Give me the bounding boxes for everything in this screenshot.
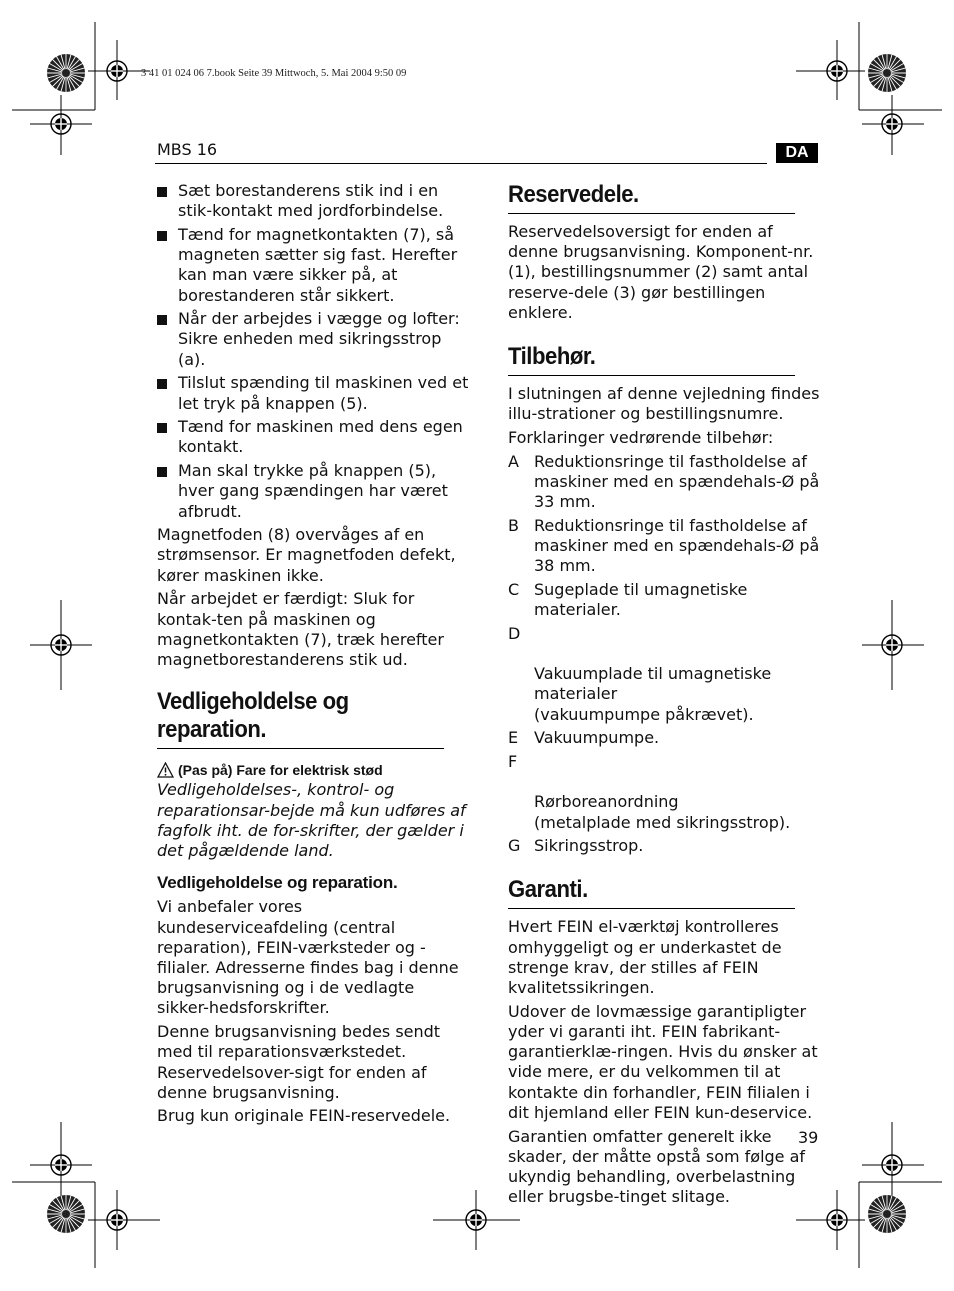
page-number: 39: [798, 1128, 819, 1147]
section-heading-maintenance: Vedligeholdelse og reparation.: [157, 688, 444, 749]
list-item: Tænd for magnetkontakten (7), så magneten sætter sig fast. Herefter kan man være sikker på, at borestanderen står sikkert.: [157, 225, 469, 306]
header-rule: [155, 163, 767, 164]
paragraph: Reservedelsoversigt for enden af denne brugsanvisning. Komponent-nr. (1), bestillingsnummer (2) samt antal reserve-dele (3) gør bestillingen enklere.: [508, 222, 814, 322]
left-column: [157, 181, 469, 1130]
paragraph: Denne brugsanvisning bedes sendt med til reparationsværkstedet. Reservedelsover-sigt for enden af denne brugsanvisning.: [157, 1022, 441, 1102]
model-name: MBS 16: [157, 140, 218, 159]
square-bullet-icon: [157, 315, 167, 325]
list-item: Tilslut spænding til maskinen ved et let tryk på knappen (5).: [157, 373, 469, 413]
warning-triangle-icon: [157, 762, 174, 778]
square-bullet-icon: [157, 379, 167, 389]
warning-title: (Pas på) Fare for elektrisk stød: [157, 760, 469, 780]
list-item: E Vakuumpumpe.: [508, 728, 660, 748]
list-item: D Vakuumplade til umagnetiske materialer (vakuumpumpe påkrævet).: [508, 623, 772, 724]
section-heading-warranty: Garanti.: [508, 876, 795, 909]
warning-text: Vedligeholdelses-, kontrol- og reparationsar-bejde må kun udføres af fagfolk iht. de for-skrifter, der gælder i det pågældende land.: [157, 780, 466, 860]
section-heading-accessories: Tilbehør.: [508, 343, 795, 376]
print-info: 3 41 01 024 06 7.book Seite 39 Mittwoch, 5. Mai 2004 9:50 09: [141, 68, 407, 79]
list-item: F Rørboreanordning (metalplade med sikringsstrop).: [508, 751, 791, 832]
square-bullet-icon: [157, 467, 167, 477]
list-item: A Reduktionsringe til fastholdelse af maskiner med en spændehals-Ø på 33 mm.: [508, 451, 820, 512]
square-bullet-icon: [157, 231, 167, 241]
list-item: Man skal trykke på knappen (5), hver gang spændingen har været afbrudt.: [157, 461, 469, 522]
language-badge: DA: [776, 143, 818, 163]
paragraph: Hvert FEIN el-værktøj kontrolleres omhyggeligt og er underkastet de strenge krav, der stilles af FEIN kvalitetssikringen.: [508, 917, 782, 998]
list-item: Tænd for maskinen med dens egen kontakt.: [157, 417, 469, 457]
square-bullet-icon: [157, 423, 167, 433]
paragraph: Vi anbefaler vores kundeserviceafdeling (central reparation), FEIN-værksteder og -filialer. Adresserne findes bag i denne brugsanvisning og i de vedlagte sikker-hedsforskrifter.: [157, 897, 459, 1018]
paragraph: Forklaringer vedrørende tilbehør:: [508, 427, 774, 447]
right-column: [508, 181, 820, 1211]
paragraph: I slutningen af denne vejledning findes illu-strationer og bestillingsnumre.: [508, 384, 820, 424]
list-item: Sæt borestanderens stik ind i en stik-kontakt med jordforbindelse.: [157, 181, 469, 221]
paragraph: Brug kun originale FEIN-reservedele.: [157, 1106, 451, 1126]
section-heading-spare-parts: Reservedele.: [508, 181, 795, 214]
subheading: Vedligeholdelse og reparation.: [157, 873, 398, 893]
paragraph: Magnetfoden (8) overvåges af en strømsensor. Er magnetfoden defekt, kører maskinen ikke.: [157, 525, 456, 585]
paragraph: Udover de lovmæssige garantipligter yder vi garanti iht. FEIN fabrikant-garantierklæ-ringen. Hvis du ønsker at vide mere, er du velkommen til at kontakte din forhandler, FEIN filialen i dit hjemland eller FEIN kun-deservice.: [508, 1001, 818, 1122]
paragraph: Garantien omfatter generelt ikke skader, der måtte opstå som følge af ukyndig behandling, overbelastning eller brugsbe-tinget slitage.: [508, 1126, 806, 1207]
list-item: B Reduktionsringe til fastholdelse af maskiner med en spændehals-Ø på 38 mm.: [508, 515, 820, 576]
list-item: G Sikringsstrop.: [508, 836, 644, 856]
square-bullet-icon: [157, 187, 167, 197]
list-item: C Sugeplade til umagnetiske materialer.: [508, 579, 748, 620]
paragraph: Når arbejdet er færdigt: Sluk for kontak-ten på maskinen og magnetkontakten (7), træk herefter magnetborestanderens stik ud.: [157, 589, 444, 669]
list-item: Når der arbejdes i vægge og lofter: Sikre enheden med sikringsstrop (a).: [157, 309, 469, 370]
